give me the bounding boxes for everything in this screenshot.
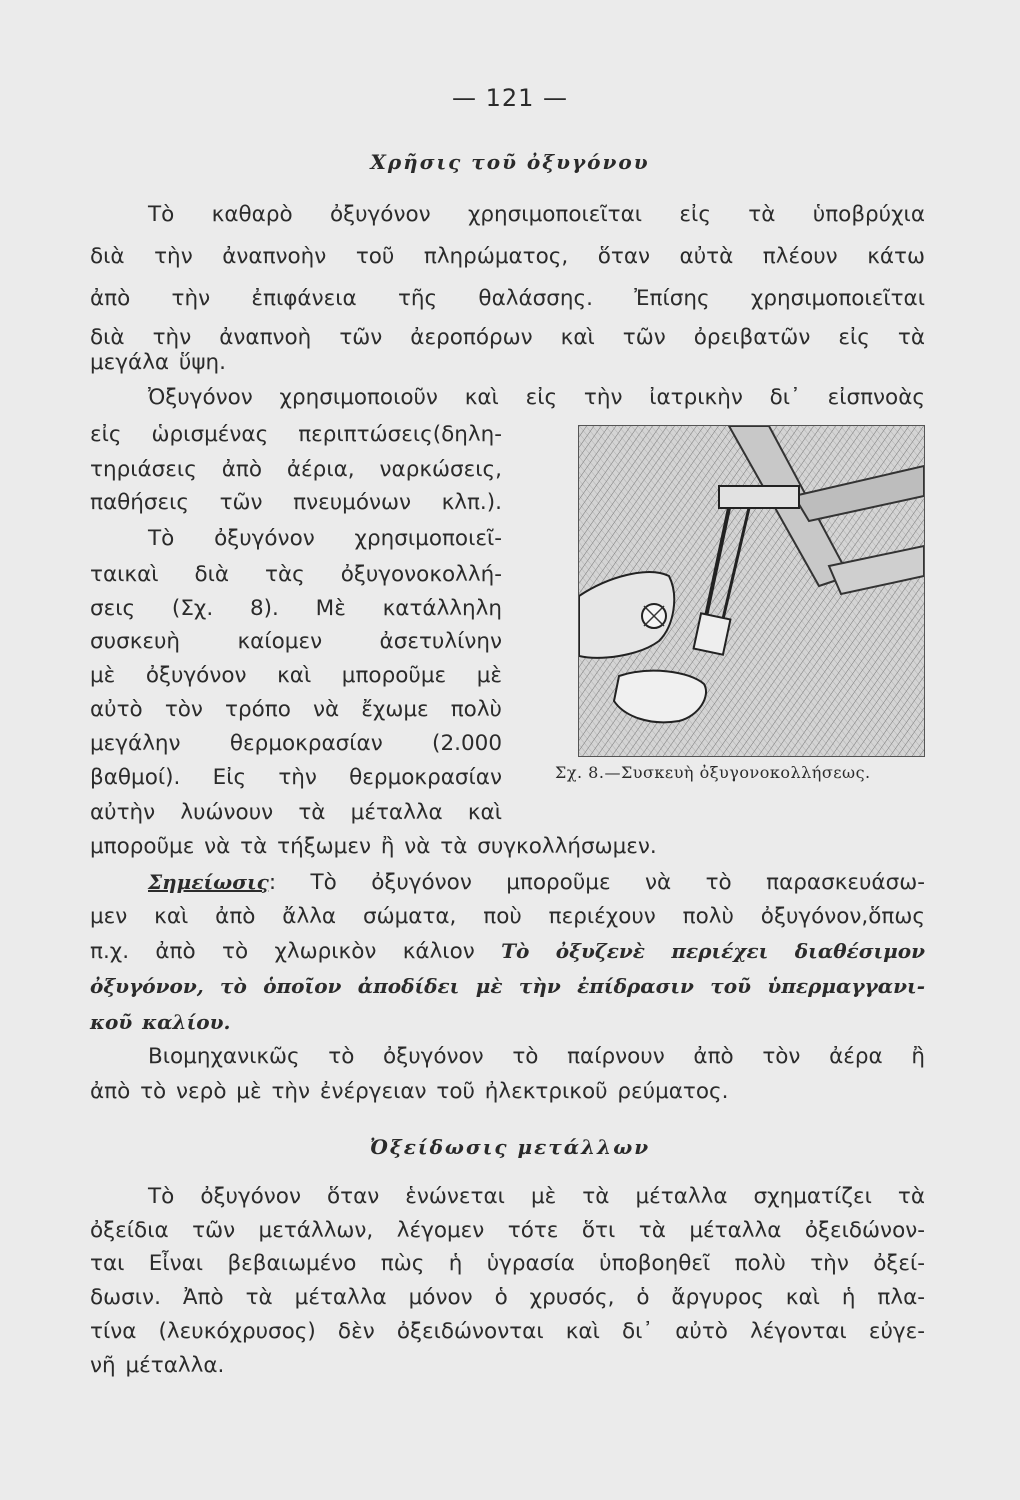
text-line: Βιομηχανικῶς τὸ ὀξυγόνον τὸ παίρνουν ἀπὸ τὸν ἀέρα ἢ (148, 1044, 925, 1069)
text-line: Ὀξυγόνον χρησιμοποιοῦν καὶ εἰς τὴν ἰατρικὴν δι᾽ εἰσπνοὰς (148, 385, 925, 410)
text-line: μὲ ὀξυγόνον καὶ μποροῦμε μὲ (90, 663, 502, 688)
text-line: δωσιν. Ἀπὸ τὰ μέταλλα μόνον ὁ χρυσός, ὁ ἄργυρος καὶ ἡ πλα- (90, 1285, 925, 1310)
text-line: αὐτὴν λυώνουν τὰ μέταλλα καὶ (90, 800, 502, 825)
text-line: διὰ τὴν ἀναπνοὴ τῶν ἀεροπόρων καὶ τῶν ὀρειβατῶν εἰς τὰ (90, 325, 925, 350)
text-line: εἰς ὡρισμένας περιπτώσεις(δηλη- (90, 422, 502, 447)
note-text: π.χ. ἀπὸ τὸ χλωρικὸν κάλιον (90, 939, 475, 964)
section-heading-metal-oxidation: Ὀξείδωσις μετάλλων (369, 1135, 651, 1159)
text-line: παθήσεις τῶν πνευμόνων κλπ.). (90, 490, 502, 515)
note-emphasis-line: ὀξυγόνον, τὸ ὁποῖον ἀποδίδει μὲ τὴν ἐπίδρασιν τοῦ ὑπερμαγγανι- (90, 974, 925, 998)
note-label: Σημείωσις (148, 870, 269, 894)
note-line (148, 867, 925, 898)
note-emphasis: Τὸ ὀξυζενὲ περιέχει διαθέσιμον (501, 939, 925, 963)
note-emphasis-line: κοῦ καλίου. (90, 1010, 231, 1034)
text-line: μποροῦμε νὰ τὰ τήξωμεν ἢ νὰ τὰ συγκολλήσωμεν. (90, 834, 657, 859)
text-line: ται Εἶναι βεβαιωμένο πὼς ἡ ὑγρασία ὑποβοηθεῖ πολὺ τὴν ὀξεί- (90, 1251, 925, 1276)
text-line: ταικαὶ διὰ τὰς ὀξυγονοκολλή- (90, 562, 502, 587)
text-line: τίνα (λευκόχρυσος) δὲν ὀξειδώνονται καὶ δι᾽ αὐτὸ λέγονται εὐγε- (90, 1319, 925, 1344)
text-line: Τὸ καθαρὸ ὀξυγόνον χρησιμοποιεῖται εἰς τὰ ὑποβρύχια (148, 202, 925, 227)
text-line: μεγάλα ὕψη. (90, 350, 227, 375)
text-line: διὰ τὴν ἀναπνοὴν τοῦ πληρώματος, ὅταν αὐτὰ πλέουν κάτω (90, 244, 925, 269)
text-line: μεγάλην θερμοκρασίαν (2.000 (90, 731, 502, 756)
text-line: ὀξείδια τῶν μετάλλων, λέγομεν τότε ὅτι τὰ μέταλλα ὀξειδώνον- (90, 1218, 925, 1243)
text-line: αὐτὸ τὸν τρόπο νὰ ἔχωμε πολὺ (90, 697, 502, 722)
figure-caption: Σχ. 8.—Συσκευὴ ὀξυγονοκολλήσεως. (555, 763, 871, 782)
text-line: Τὸ ὀξυγόνον ὅταν ἑνώνεται μὲ τὰ μέταλλα σχηματίζει τὰ (148, 1184, 925, 1209)
welding-apparatus-figure (578, 425, 925, 757)
text-line: Τὸ ὀξυγόνον χρησιμοποιεῖ- (148, 526, 502, 551)
note-line (90, 936, 925, 967)
welding-torch-illustration (579, 426, 924, 756)
text-line: μεν καὶ ἀπὸ ἄλλα σώματα, ποὺ περιέχουν πολὺ ὀξυγόνον,ὅπως (90, 904, 925, 929)
text-line: συσκευὴ καίομεν ἀσετυλίνην (90, 629, 502, 654)
text-line: βαθμοί). Εἰς τὴν θερμοκρασίαν (90, 765, 502, 790)
text-line: ἀπὸ τὴν ἐπιφάνεια τῆς θαλάσσης. Ἐπίσης χρησιμοποιεῖται (90, 286, 925, 311)
section-heading-oxygen-uses: Χρῆσις τοῦ ὀξυγόνου (370, 150, 650, 174)
text-line: σεις (Σχ. 8). Μὲ κατάλληλη (90, 596, 502, 621)
note-text: : Τὸ ὀξυγόνον μποροῦμε νὰ τὸ παρασκευάσω- (268, 870, 925, 895)
text-line: ἀπὸ τὸ νερὸ μὲ τὴν ἐνέργειαν τοῦ ἠλεκτρικοῦ ρεύματος. (90, 1079, 729, 1104)
page-number: — 121 — (451, 84, 569, 112)
text-line: νῆ μέταλλα. (90, 1353, 225, 1378)
text-line: τηριάσεις ἀπὸ ἀέρια, ναρκώσεις, (90, 457, 502, 482)
